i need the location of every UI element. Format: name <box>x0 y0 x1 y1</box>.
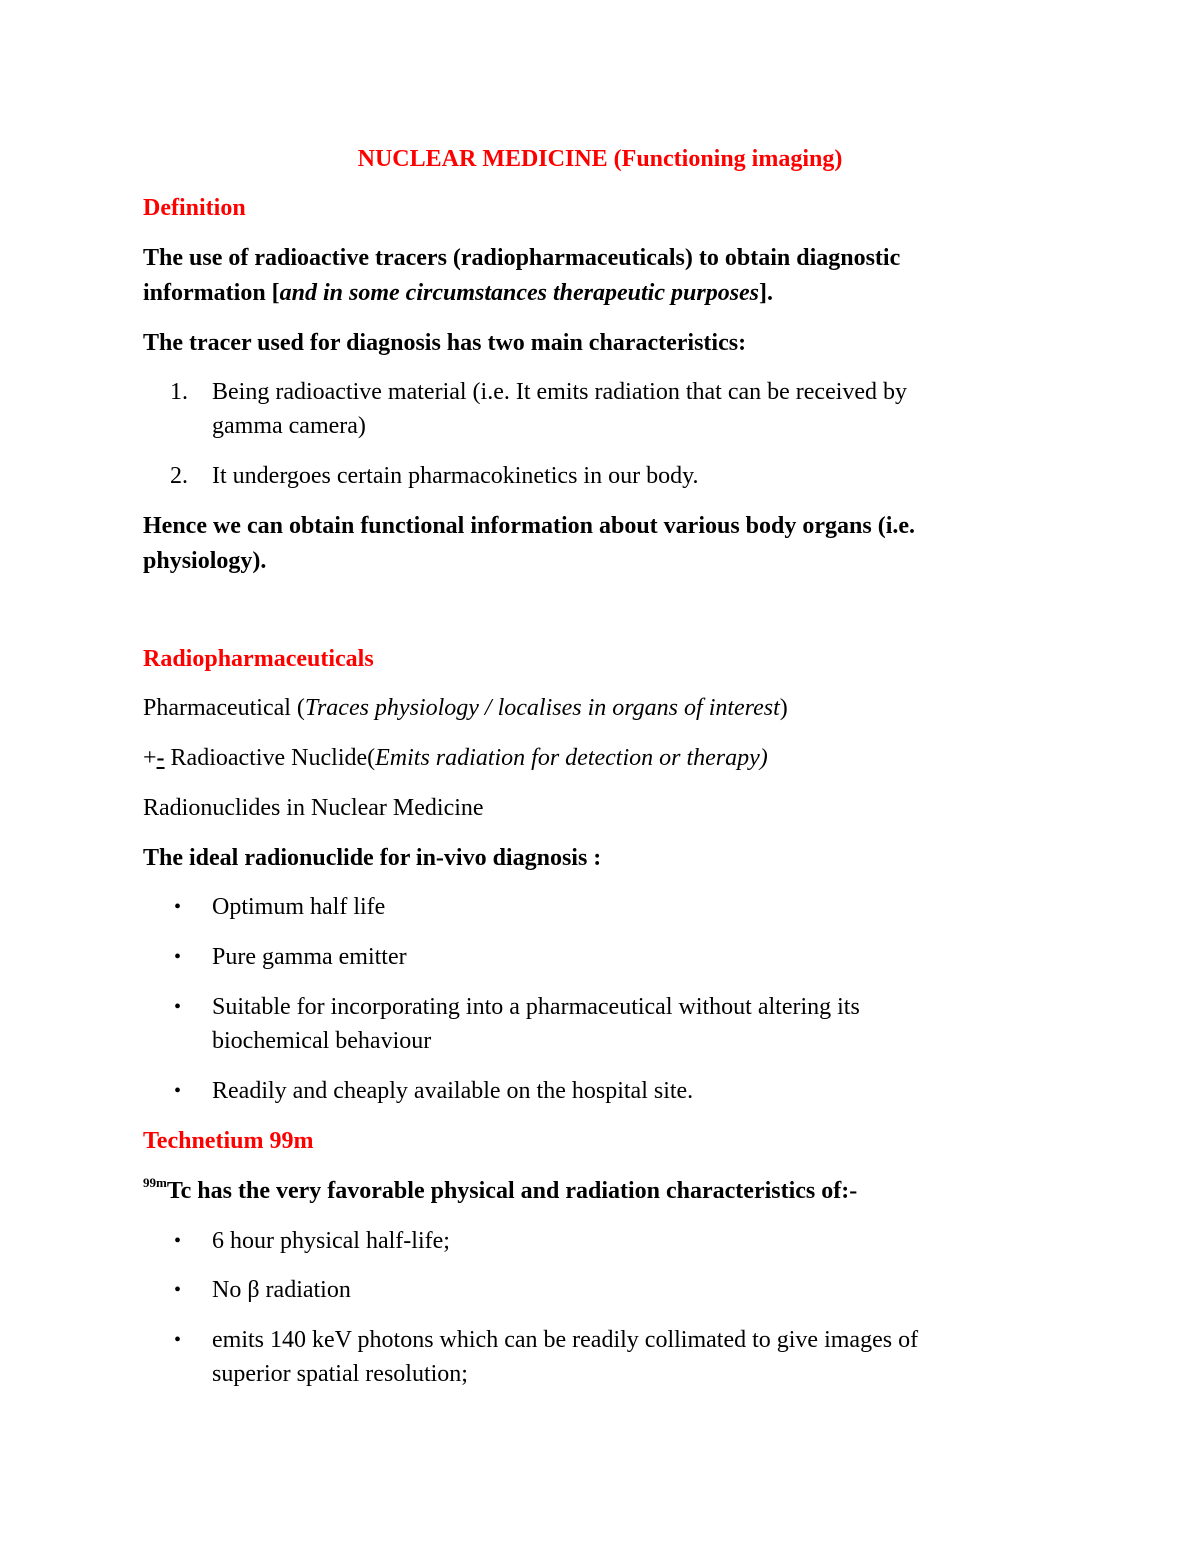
list-item-text: Suitable for incorporating into a pharmaceutical without altering its <box>212 994 860 1020</box>
list-item-text: Being radioactive material (i.e. It emits radiation that can be received by <box>212 379 908 405</box>
bullet-icon: • <box>174 996 182 1018</box>
page-title: NUCLEAR MEDICINE (Functioning imaging) <box>357 146 843 172</box>
hence-line2: physiology). <box>143 548 267 574</box>
definition-text-pre: information [ <box>143 280 280 306</box>
definition-text-line1: The use of radioactive tracers (radiopharmaceuticals) to obtain diagnostic <box>143 245 901 271</box>
technetium-heading: Technetium 99m <box>143 1128 314 1154</box>
definition-text-italic: and in some circumstances therapeutic purposes <box>279 280 760 306</box>
list-item-text: gamma camera) <box>212 413 366 439</box>
bullet-icon: • <box>174 1329 182 1351</box>
list-item-text: Optimum half life <box>212 894 386 920</box>
nuclide-text-italic: Emits radiation for detection or therapy) <box>375 745 768 771</box>
plus-sign: + <box>143 745 157 771</box>
pharm-text-pre: Pharmaceutical ( <box>143 695 305 721</box>
technetium-intro-text: Tc has the very favorable physical and radiation characteristics of:- <box>166 1178 858 1204</box>
minus-sign: - <box>156 745 165 771</box>
bullet-icon: • <box>174 1230 182 1252</box>
technetium-intro <box>143 1174 857 1208</box>
bullet-icon: • <box>174 946 182 968</box>
pharm-text-post: ) <box>779 695 788 721</box>
hence-line1: Hence we can obtain functional information about various body organs (i.e. <box>143 513 916 539</box>
list-item-text: biochemical behaviour <box>212 1028 432 1054</box>
list-number: 2. <box>170 463 188 489</box>
list-item-text: superior spatial resolution; <box>212 1361 468 1387</box>
pharm-text-italic: Traces physiology / localises in organs of interest <box>304 695 780 721</box>
pharmaceutical-line <box>143 691 788 725</box>
bullet-icon: • <box>174 1279 182 1301</box>
list-item-text: It undergoes certain pharmacokinetics in our body. <box>212 463 699 489</box>
isotope-superscript: 99m <box>143 1175 167 1190</box>
nuclide-line <box>143 741 768 775</box>
tracer-intro: The tracer used for diagnosis has two main characteristics: <box>143 330 747 356</box>
list-item-text: emits 140 keV photons which can be readily collimated to give images of <box>212 1327 919 1353</box>
radiopharm-heading: Radiopharmaceuticals <box>143 646 374 672</box>
list-item-text: Pure gamma emitter <box>212 944 407 970</box>
nuclide-text-pre: Radioactive Nuclide( <box>164 745 376 771</box>
definition-text-line2 <box>143 276 773 310</box>
radionuclides-line: Radionuclides in Nuclear Medicine <box>143 795 484 821</box>
bullet-icon: • <box>174 896 182 918</box>
definition-heading: Definition <box>143 195 246 221</box>
list-item-text: No β radiation <box>212 1277 351 1303</box>
definition-text-post: ]. <box>759 280 774 306</box>
bullet-icon: • <box>174 1080 182 1102</box>
list-item-text: Readily and cheaply available on the hospital site. <box>212 1078 694 1104</box>
list-number: 1. <box>170 379 188 405</box>
ideal-heading: The ideal radionuclide for in-vivo diagnosis : <box>143 845 602 871</box>
list-item-text: 6 hour physical half-life; <box>212 1228 450 1254</box>
